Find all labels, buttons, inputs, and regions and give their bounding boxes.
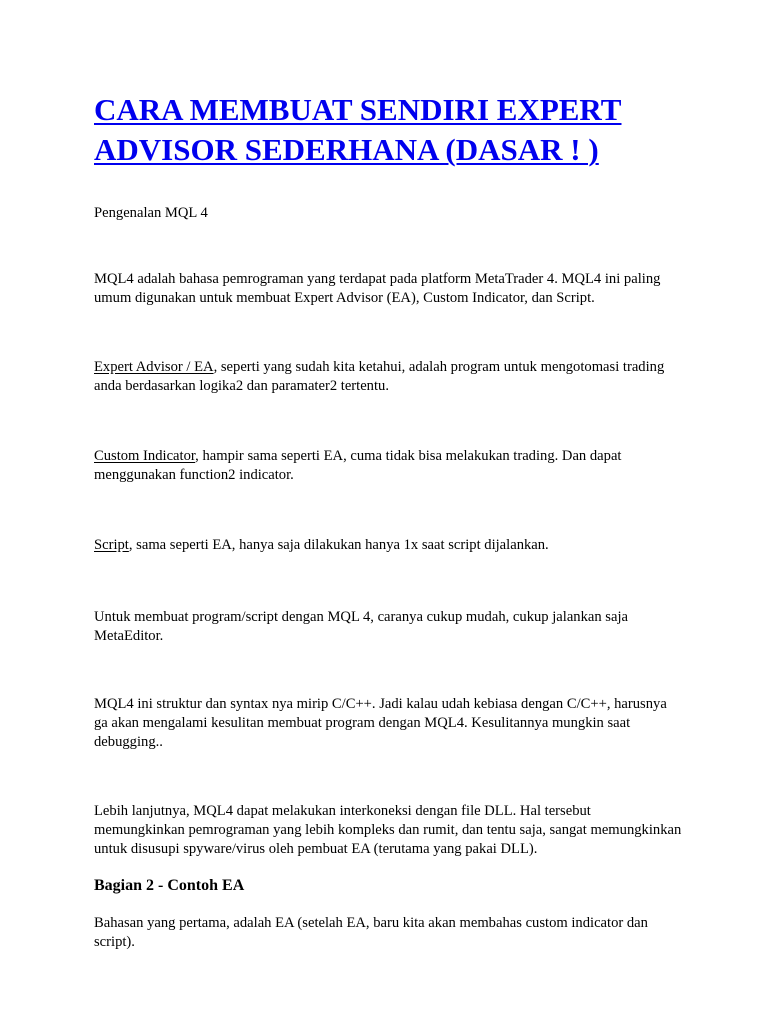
paragraph-expert-advisor [94, 358, 684, 396]
paragraph-custom-indicator [94, 447, 684, 485]
document-title[interactable] [94, 90, 684, 170]
paragraph-script [94, 536, 684, 555]
paragraph-syntax: MQL4 ini struktur dan syntax nya mirip C/C++. Jadi kalau udah kebiasa dengan C/C++, harusnya ga akan mengalami kesulitan membuat program dengan MQL4. Kesulitannya mungkin saat debugging.. [94, 696, 667, 750]
document-page [94, 90, 684, 950]
custom-indicator-description: , hampir sama seperti EA, cuma tidak bisa melakukan trading. Dan dapat menggunakan function2 indicator. [94, 448, 622, 483]
expert-advisor-description: , seperti yang sudah kita ketahui, adalah program untuk mengotomasi trading anda berdasarkan logika2 dan paramater2 tertentu. [94, 359, 665, 394]
intro-label: Pengenalan MQL 4 [94, 205, 208, 221]
script-description: , sama seperti EA, hanya saja dilakukan hanya 1x saat script dijalankan. [128, 537, 549, 553]
paragraph-section2-intro: Bahasan yang pertama, adalah EA (setelah EA, baru kita akan membahas custom indicator dan script). [94, 915, 648, 950]
document-title-link[interactable]: CARA MEMBUAT SENDIRI EXPERT ADVISOR SEDERHANA (DASAR ! ) [94, 92, 622, 167]
term-custom-indicator: Custom Indicator [94, 448, 196, 464]
paragraph-how-to: Untuk membuat program/script dengan MQL 4, caranya cukup mudah, cukup jalankan saja MetaEditor. [94, 609, 628, 644]
paragraph-mql4-definition: MQL4 adalah bahasa pemrograman yang terdapat pada platform MetaTrader 4. MQL4 ini paling umum digunakan untuk membuat Expert Advisor (EA), Custom Indicator, dan Script. [94, 271, 661, 306]
section2-heading: Bagian 2 - Contoh EA [94, 877, 245, 894]
paragraph-dll: Lebih lanjutnya, MQL4 dapat melakukan interkoneksi dengan file DLL. Hal tersebut memungkinkan pemrograman yang lebih kompleks dan rumit, dan tentu saja, sangat memungkinkan untuk disusupi spyware/virus oleh pembuat EA (terutama yang pakai DLL). [94, 803, 682, 857]
term-expert-advisor: Expert Advisor / EA [94, 359, 214, 375]
term-script: Script [94, 537, 129, 553]
